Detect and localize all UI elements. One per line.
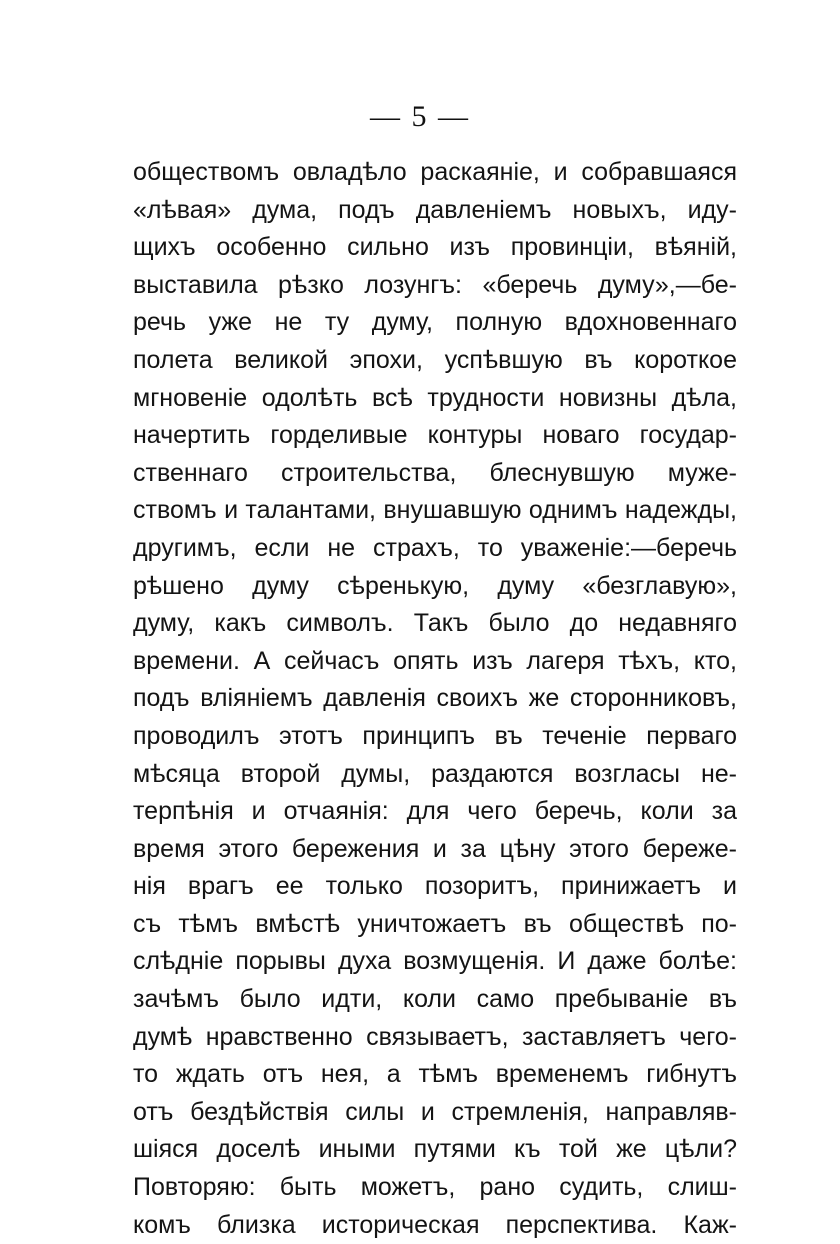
- text-line-11: другимъ, если не страхъ, то уваженіе:—беречь: [133, 533, 737, 562]
- text-line-24: думѣ нравственно связываетъ, заставляетъ чего-: [133, 1022, 737, 1051]
- text-line-16: проводилъ этотъ принципъ въ теченіе перваго: [133, 721, 737, 750]
- text-line-21: съ тѣмъ вмѣстѣ уничтожаетъ въ обществѣ по-: [133, 909, 737, 938]
- text-line-27: шіяся доселѣ иными путями къ той же цѣли?: [133, 1135, 737, 1164]
- text-line-6: полета великой эпохи, успѣвшую въ короткое: [133, 345, 737, 374]
- text-line-15: подъ вліяніемъ давленія своихъ же сторонниковъ,: [133, 684, 737, 713]
- text-line-2: «лѣвая» дума, подъ давленіемъ новыхъ, иду-: [133, 195, 737, 224]
- text-line-14: времени. А сейчасъ опять изъ лагеря тѣхъ, кто,: [133, 646, 737, 675]
- text-line-22: слѣдніе порывы духа возмущенія. И даже болѣе:: [133, 947, 737, 976]
- text-line-7: мгновеніе одолѣть всѣ трудности новизны дѣла,: [133, 383, 737, 412]
- text-line-13: думу, какъ символъ. Такъ было до недавняго: [133, 609, 737, 638]
- text-line-25: то ждать отъ нея, а тѣмъ временемъ гибнутъ: [133, 1060, 737, 1089]
- text-line-19: время этого бережения и за цѣну этого береже-: [133, 834, 737, 863]
- text-line-4: выставила рѣзко лозунгъ: «беречь думу»,—бе-: [133, 270, 737, 299]
- text-line-20: нія врагъ ее только позоритъ, принижаетъ и: [133, 872, 737, 901]
- text-line-9: ственнаго строительства, блеснувшую муже-: [133, 458, 737, 487]
- text-line-5: речь уже не ту думу, полную вдохновеннаго: [133, 308, 737, 337]
- text-line-28: Повторяю: быть можетъ, рано судить, слиш-: [133, 1173, 737, 1202]
- text-line-3: щихъ особенно сильно изъ провинціи, вѣяній,: [133, 233, 737, 262]
- text-line-17: мѣсяца второй думы, раздаются возгласы не-: [133, 759, 737, 788]
- text-line-26: отъ бездѣйствія силы и стремленія, направляв-: [133, 1097, 737, 1126]
- page-number: — 5 —: [370, 100, 470, 133]
- text-line-1: обществомъ овладѣло раскаяніе, и собравшаяся: [133, 158, 737, 186]
- text-line-10: ствомъ и талантами, внушавшую однимъ надежды,: [133, 496, 737, 525]
- text-line-8: начертить горделивые контуры новаго государ-: [133, 421, 737, 450]
- text-line-29: комъ близка историческая перспектива. Каж-: [133, 1210, 737, 1239]
- text-line-18: терпѣнія и отчаянія: для чего беречь, коли за: [133, 797, 737, 826]
- body-text: [133, 154, 737, 1244]
- text-line-12: рѣшено думу сѣренькую, думу «безглавую»,: [133, 571, 737, 600]
- text-line-23: зачѣмъ было идти, коли само пребываніе въ: [133, 985, 737, 1014]
